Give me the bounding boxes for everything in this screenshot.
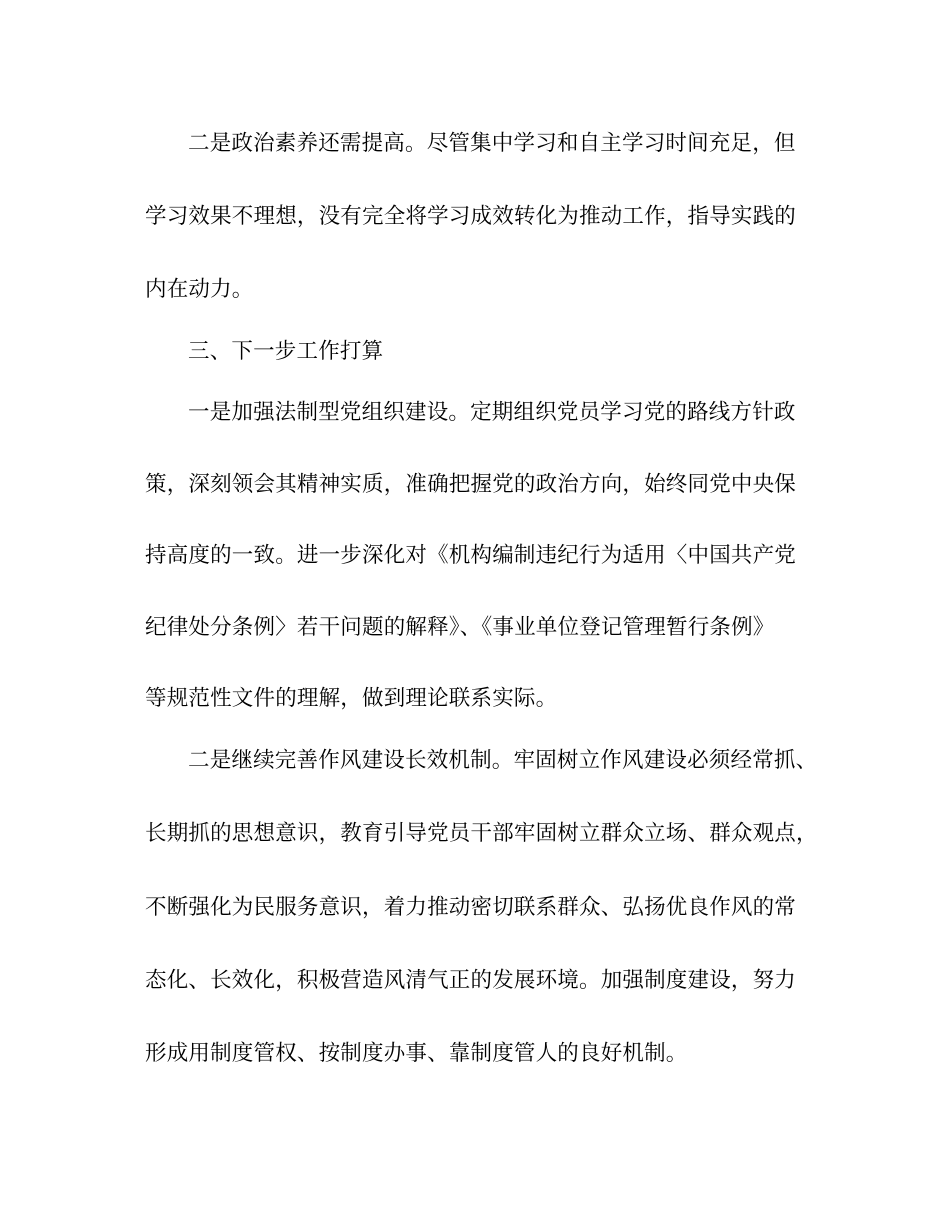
- paragraph-line: 形成用制度管权、按制度办事、靠制度管人的良好机制。: [145, 1041, 688, 1066]
- paragraph-line: 二是继续完善作风建设长效机制。牢固树立作风建设必须经常抓、: [188, 748, 818, 773]
- paragraph-line: 态化、长效化，积极营造风清气正的发展环境。加强制度建设，努力: [145, 968, 797, 993]
- paragraph-line: 内在动力。: [145, 277, 254, 302]
- paragraph-line: 一是加强法制型党组织建设。定期组织党员学习党的路线方针政: [188, 400, 796, 425]
- paragraph-line: 长期抓的思想意识，教育引导党员干部牢固树立群众立场、群众观点，: [145, 821, 818, 846]
- paragraph-line: 学习效果不理想，没有完全将学习成效转化为推动工作，指导实践的: [145, 204, 797, 229]
- paragraph-line: 不断强化为民服务意识，着力推动密切联系群众、弘扬优良作风的常: [145, 895, 797, 920]
- paragraph-line: 等规范性文件的理解，做到理论联系实际。: [145, 686, 558, 711]
- paragraph-line: 二是政治素养还需提高。尽管集中学习和自主学习时间充足，但: [188, 131, 796, 156]
- paragraph-line: 纪律处分条例〉若干问题的解释》、《事业单位登记管理暂行条例》: [145, 615, 775, 640]
- paragraph-line: 策，深刻领会其精神实质，准确把握党的政治方向，始终同党中央保: [145, 472, 797, 497]
- paragraph-line: 持高度的一致。进一步深化对《机构编制违纪行为适用〈中国共产党: [145, 543, 797, 568]
- section-heading: 三、下一步工作打算: [188, 339, 384, 364]
